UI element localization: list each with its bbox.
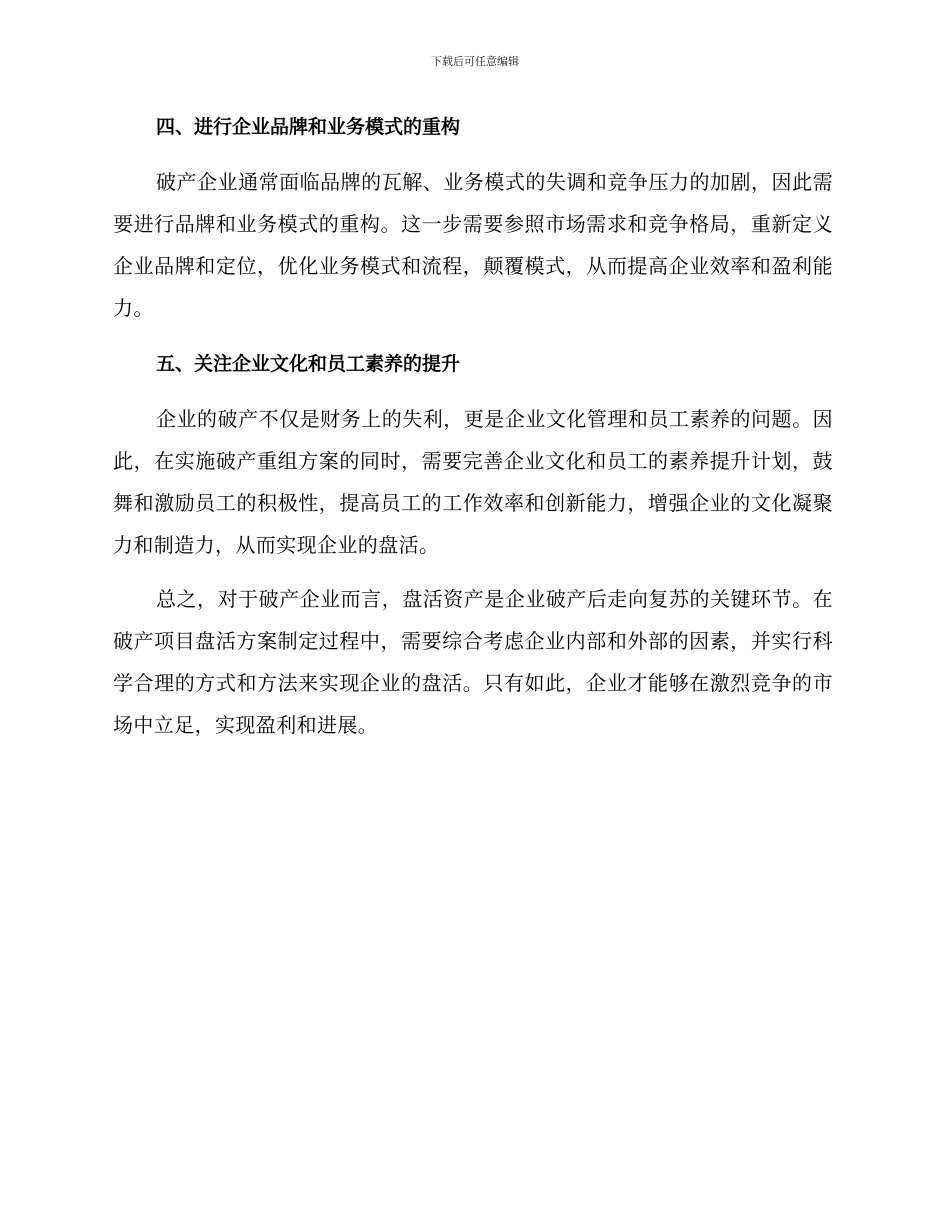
document-body bbox=[113, 110, 833, 746]
section-heading-4: 四、进行企业品牌和业务模式的重构 bbox=[156, 116, 461, 138]
header-note: 下载后可任意编辑 bbox=[431, 55, 519, 68]
section-paragraph-4: 破产企业通常面临品牌的瓦解、业务模式的失调和竞争压力的加剧，因此需要进行品牌和业务模式的重构。这一步需要参照市场需求和竞争格局，重新定义企业品牌和定位，优化业务模式和流程，颠覆模式，从而提高企业效率和盈利能力。 bbox=[113, 170, 833, 320]
conclusion-paragraph: 总之，对于破产企业而言，盘活资产是企业破产后走向复苏的关键环节。在破产项目盘活方案制定过程中，需要综合考虑企业内部和外部的因素，并实行科学合理的方式和方法来实现企业的盘活。只有如此，企业才能够在激烈竞争的市场中立足，实现盈利和进展。 bbox=[113, 587, 833, 737]
section-paragraph-5: 企业的破产不仅是财务上的失利，更是企业文化管理和员工素养的问题。因此，在实施破产重组方案的同时，需要完善企业文化和员工的素养提升计划，鼓舞和激励员工的积极性，提高员工的工作效率和创新能力，增强企业的文化凝聚力和制造力，从而实现企业的盘活。 bbox=[113, 407, 833, 557]
section-heading-5: 五、关注企业文化和员工素养的提升 bbox=[156, 353, 461, 375]
